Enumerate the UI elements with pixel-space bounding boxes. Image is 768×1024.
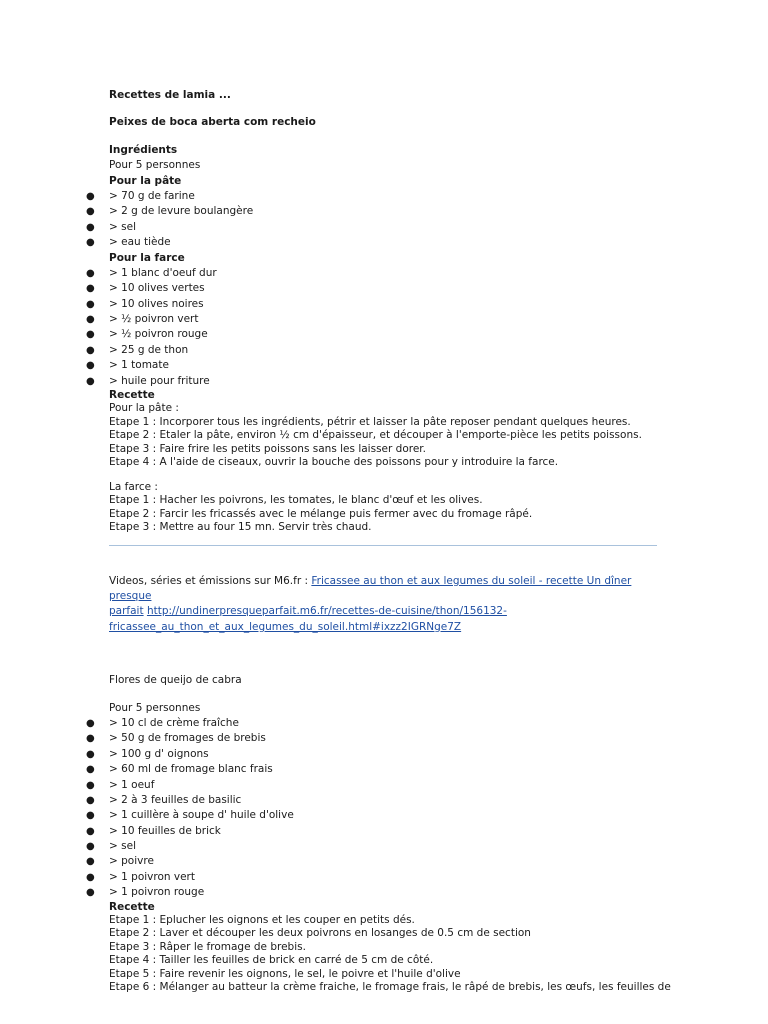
recipe1-servings: Pour 5 personnes [109, 159, 201, 172]
bullet-icon: ● [86, 190, 95, 202]
farce-intro: La farce : [109, 480, 158, 493]
list-item: ● > 1 oeuf [109, 778, 669, 793]
bullet-icon: ● [86, 733, 95, 745]
list-item: ● > 1 tomate [109, 358, 669, 373]
bullet-icon: ● [86, 206, 95, 218]
bullet-icon: ● [86, 298, 95, 310]
bullet-icon: ● [86, 237, 95, 249]
farce-heading: Pour la farce [109, 251, 185, 264]
list-item: ● > poivre [109, 854, 669, 869]
source-paragraph [109, 574, 649, 636]
pate-heading: Pour la pâte [109, 174, 182, 187]
bullet-icon: ● [86, 794, 95, 806]
recipe2-title: Flores de queijo de cabra [109, 674, 242, 687]
bullet-icon: ● [86, 825, 95, 837]
list-item: ● > eau tiède [109, 235, 669, 250]
bullet-icon: ● [86, 810, 95, 822]
pate-intro: Pour la pâte : [109, 402, 179, 415]
list-item: ● > 2 à 3 feuilles de basilic [109, 793, 669, 808]
step-line: Etape 2 : Farcir les fricassés avec le mélange puis fermer avec du fromage râpé. [109, 507, 533, 520]
bullet-icon: ● [86, 375, 95, 387]
bullet-icon: ● [86, 267, 95, 279]
step-line: Etape 4 : A l'aide de ciseaux, ouvrir la bouche des poissons pour y introduire la farce. [109, 456, 559, 469]
list-item: ● > 10 olives noires [109, 297, 669, 312]
recipe2-recette-heading: Recette [109, 900, 155, 913]
pate-ingredient-list [86, 189, 669, 251]
step-line: Etape 5 : Faire revenir les oignons, le sel, le poivre et l'huile d'olive [109, 967, 461, 980]
bullet-icon: ● [86, 841, 95, 853]
recette-heading: Recette [109, 389, 155, 402]
bullet-icon: ● [86, 856, 95, 868]
source-link-title-end[interactable]: parfait [109, 605, 144, 618]
step-line: Etape 1 : Eplucher les oignons et les couper en petits dés. [109, 913, 415, 926]
recipe2-ingredient-list [86, 716, 669, 901]
recipe1-title: Peixes de boca aberta com recheio [109, 116, 316, 129]
source-prefix: Videos, séries et émissions sur M6.fr : [109, 574, 312, 587]
list-item: ● > 1 blanc d'oeuf dur [109, 266, 669, 281]
list-item: ● > 1 cuillère à soupe d' huile d'olive [109, 808, 669, 823]
bullet-icon: ● [86, 344, 95, 356]
step-line: Etape 4 : Tailler les feuilles de brick en carré de 5 cm de côté. [109, 954, 434, 967]
list-item: ● > 1 poivron rouge [109, 885, 669, 900]
ingredients-heading: Ingrédients [109, 143, 178, 156]
step-line: Etape 2 : Etaler la pâte, environ ½ cm d'épaisseur, et découper à l'emporte-pièce les petits poissons. [109, 429, 642, 442]
step-line: Etape 1 : Hacher les poivrons, les tomates, le blanc d'œuf et les olives. [109, 494, 483, 507]
list-item: ● > sel [109, 220, 669, 235]
list-item: ● > 1 poivron vert [109, 870, 669, 885]
step-line: Etape 2 : Laver et découper les deux poivrons en losanges de 0.5 cm de section [109, 927, 531, 940]
list-item: ● > 25 g de thon [109, 343, 669, 358]
bullet-icon: ● [86, 748, 95, 760]
bullet-icon: ● [86, 717, 95, 729]
bullet-icon: ● [86, 314, 95, 326]
farce-ingredient-list [86, 266, 669, 389]
list-item: ● > 10 feuilles de brick [109, 824, 669, 839]
list-item: ● > sel [109, 839, 669, 854]
list-item: ● > ½ poivron rouge [109, 327, 669, 342]
source-url-link[interactable]: http://undinerpresqueparfait.m6.fr/recettes-de-cuisine/thon/156132- [146, 605, 507, 618]
list-item: ● > 10 olives vertes [109, 281, 669, 296]
list-item: ● > 100 g d' oignons [109, 747, 669, 762]
source-url-link-end[interactable]: fricassee_au_thon_et_aux_legumes_du_soleil.html#ixzz2IGRNge7Z [109, 620, 462, 633]
bullet-icon: ● [86, 764, 95, 776]
step-line: Etape 3 : Râper le fromage de brebis. [109, 940, 306, 953]
step-line: Etape 3 : Faire frire les petits poissons sans les laisser dorer. [109, 442, 426, 455]
bullet-icon: ● [86, 329, 95, 341]
list-item: ● > 2 g de levure boulangère [109, 204, 669, 219]
step-line: Etape 3 : Mettre au four 15 mn. Servir très chaud. [109, 521, 372, 534]
source-link-title[interactable]: Fricassee au thon et aux legumes du soleil - recette Un dîner presque [109, 574, 632, 602]
list-item: ● > ½ poivron vert [109, 312, 669, 327]
page-title: Recettes de lamia ... [109, 89, 231, 101]
list-item: ● > 50 g de fromages de brebis [109, 731, 669, 746]
bullet-icon: ● [86, 283, 95, 295]
step-line: Etape 1 : Incorporer tous les ingrédients, pétrir et laisser la pâte reposer pendant quelques heures. [109, 415, 631, 428]
list-item: ● > 70 g de farine [109, 189, 669, 204]
list-item: ● > 60 ml de fromage blanc frais [109, 762, 669, 777]
recipe2-servings: Pour 5 personnes [109, 701, 201, 714]
list-item: ● > 10 cl de crème fraîche [109, 716, 669, 731]
bullet-icon: ● [86, 779, 95, 791]
document-body [86, 88, 671, 995]
bullet-icon: ● [86, 360, 95, 372]
list-item: ● > huile pour friture [109, 374, 669, 389]
step-line: Etape 6 : Mélanger au batteur la crème fraiche, le fromage frais, le râpé de brebis, les œufs, les feuilles de [109, 981, 671, 994]
bullet-icon: ● [86, 221, 95, 233]
bullet-icon: ● [86, 871, 95, 883]
bullet-icon: ● [86, 887, 95, 899]
